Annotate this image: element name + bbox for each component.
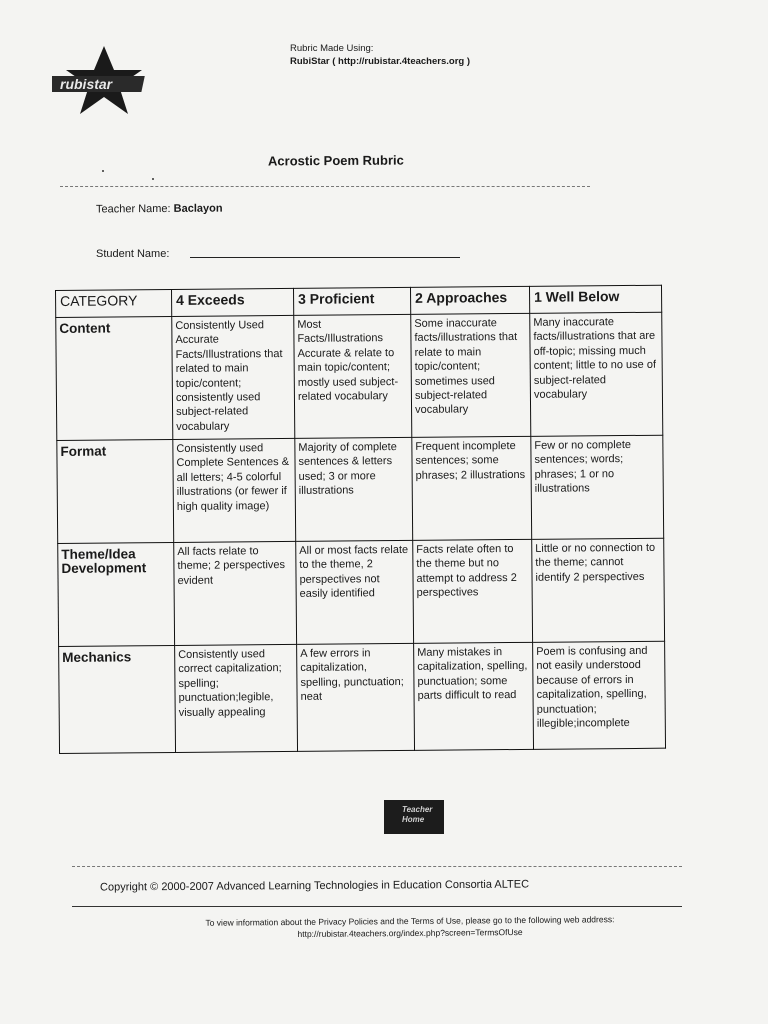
header-exceeds: 4 Exceeds bbox=[171, 288, 293, 316]
logo-text: rubistar bbox=[60, 76, 113, 92]
header-approaches: 2 Approaches bbox=[410, 286, 529, 314]
table-cell: All facts relate to theme; 2 perspectives evident bbox=[174, 541, 297, 645]
copyright-text: Copyright © 2000-2007 Advanced Learning Technologies in Education Consortia ALTEC bbox=[99, 878, 530, 894]
category-cell: Theme/Idea Development bbox=[58, 542, 175, 646]
teacher-home-badge[interactable] bbox=[384, 800, 444, 834]
category-cell: Format bbox=[57, 439, 174, 543]
made-using-label: Rubric Made Using: bbox=[290, 43, 374, 54]
table-row bbox=[59, 641, 666, 753]
header-proficient: 3 Proficient bbox=[293, 287, 410, 315]
student-name-label: Student Name: bbox=[96, 248, 170, 260]
table-row bbox=[56, 312, 663, 440]
rubistar-logo bbox=[52, 42, 156, 122]
category-cell: Mechanics bbox=[59, 645, 176, 753]
divider bbox=[60, 186, 590, 187]
category-cell: Content bbox=[56, 316, 173, 440]
table-cell: Many inaccurate facts/illustrations that are off-topic; missing much content; little to no use of subject-related vocabulary bbox=[530, 312, 663, 436]
table-cell: Consistently Used Accurate Facts/Illustrations that related to main topic/content; consistently used subject-related vocabulary bbox=[172, 315, 295, 439]
table-cell: Poem is confusing and not easily understood because of errors in capitalization, spelling, punctuation; illegible;incomplete bbox=[533, 641, 666, 749]
table-row bbox=[58, 538, 665, 646]
table-cell: Facts relate often to the theme but no attempt to address 2 perspectives bbox=[413, 539, 533, 643]
table-cell: Majority of complete sentences & letters used; 3 or more illustrations bbox=[295, 437, 413, 541]
table-cell: Consistently used correct capitalization; spelling; punctuation;legible, visually appealing bbox=[175, 644, 298, 752]
rubistar-url: RubiStar ( http://rubistar.4teachers.org ) bbox=[290, 56, 470, 67]
table-cell: A few errors in capitalization, spelling, punctuation; neat bbox=[297, 643, 415, 751]
student-name-blank bbox=[190, 257, 460, 258]
header-category: CATEGORY bbox=[56, 289, 172, 317]
table-cell: Some inaccurate facts/illustrations that relate to main topic/content; sometimes used subject-related vocabulary bbox=[411, 313, 531, 437]
terms-notice bbox=[150, 913, 670, 942]
teacher-name-row bbox=[96, 203, 223, 216]
divider bbox=[72, 906, 682, 907]
rubric-table bbox=[55, 285, 666, 754]
terms-url: http://rubistar.4teachers.org/index.php?screen=TermsOfUse bbox=[297, 927, 523, 939]
table-row bbox=[57, 435, 664, 543]
terms-text: To view information about the Privacy Policies and the Terms of Use, please go to the following web address: bbox=[205, 914, 615, 928]
teacher-name-value: Baclayon bbox=[173, 202, 223, 215]
table-cell: Many mistakes in capitalization, spelling, punctuation; some parts difficult to read bbox=[414, 642, 534, 750]
header-well-below: 1 Well Below bbox=[529, 285, 661, 313]
rubric-made-using bbox=[290, 42, 470, 68]
table-cell: Most Facts/Illustrations Accurate & relate to main topic/content; mostly used subject-related vocabulary bbox=[294, 314, 412, 438]
table-cell: Few or no complete sentences; words; phrases; 1 or no illustrations bbox=[531, 435, 664, 539]
page-title: Acrostic Poem Rubric bbox=[267, 152, 404, 169]
table-cell: Little or no connection to the theme; cannot identify 2 perspectives bbox=[532, 538, 665, 642]
table-cell: Consistently used Complete Sentences & all letters; 4-5 colorful illustrations (or fewer if high quality image) bbox=[173, 438, 296, 542]
rubric-table-container bbox=[55, 285, 665, 754]
divider bbox=[72, 866, 682, 867]
table-cell: Frequent incomplete sentences; some phrases; 2 illustrations bbox=[412, 436, 532, 540]
badge-text: Teacher Home bbox=[402, 805, 433, 824]
table-cell: All or most facts relate to the theme, 2 perspectives not easily identified bbox=[296, 540, 414, 644]
teacher-name-label: Teacher Name: bbox=[95, 202, 171, 216]
